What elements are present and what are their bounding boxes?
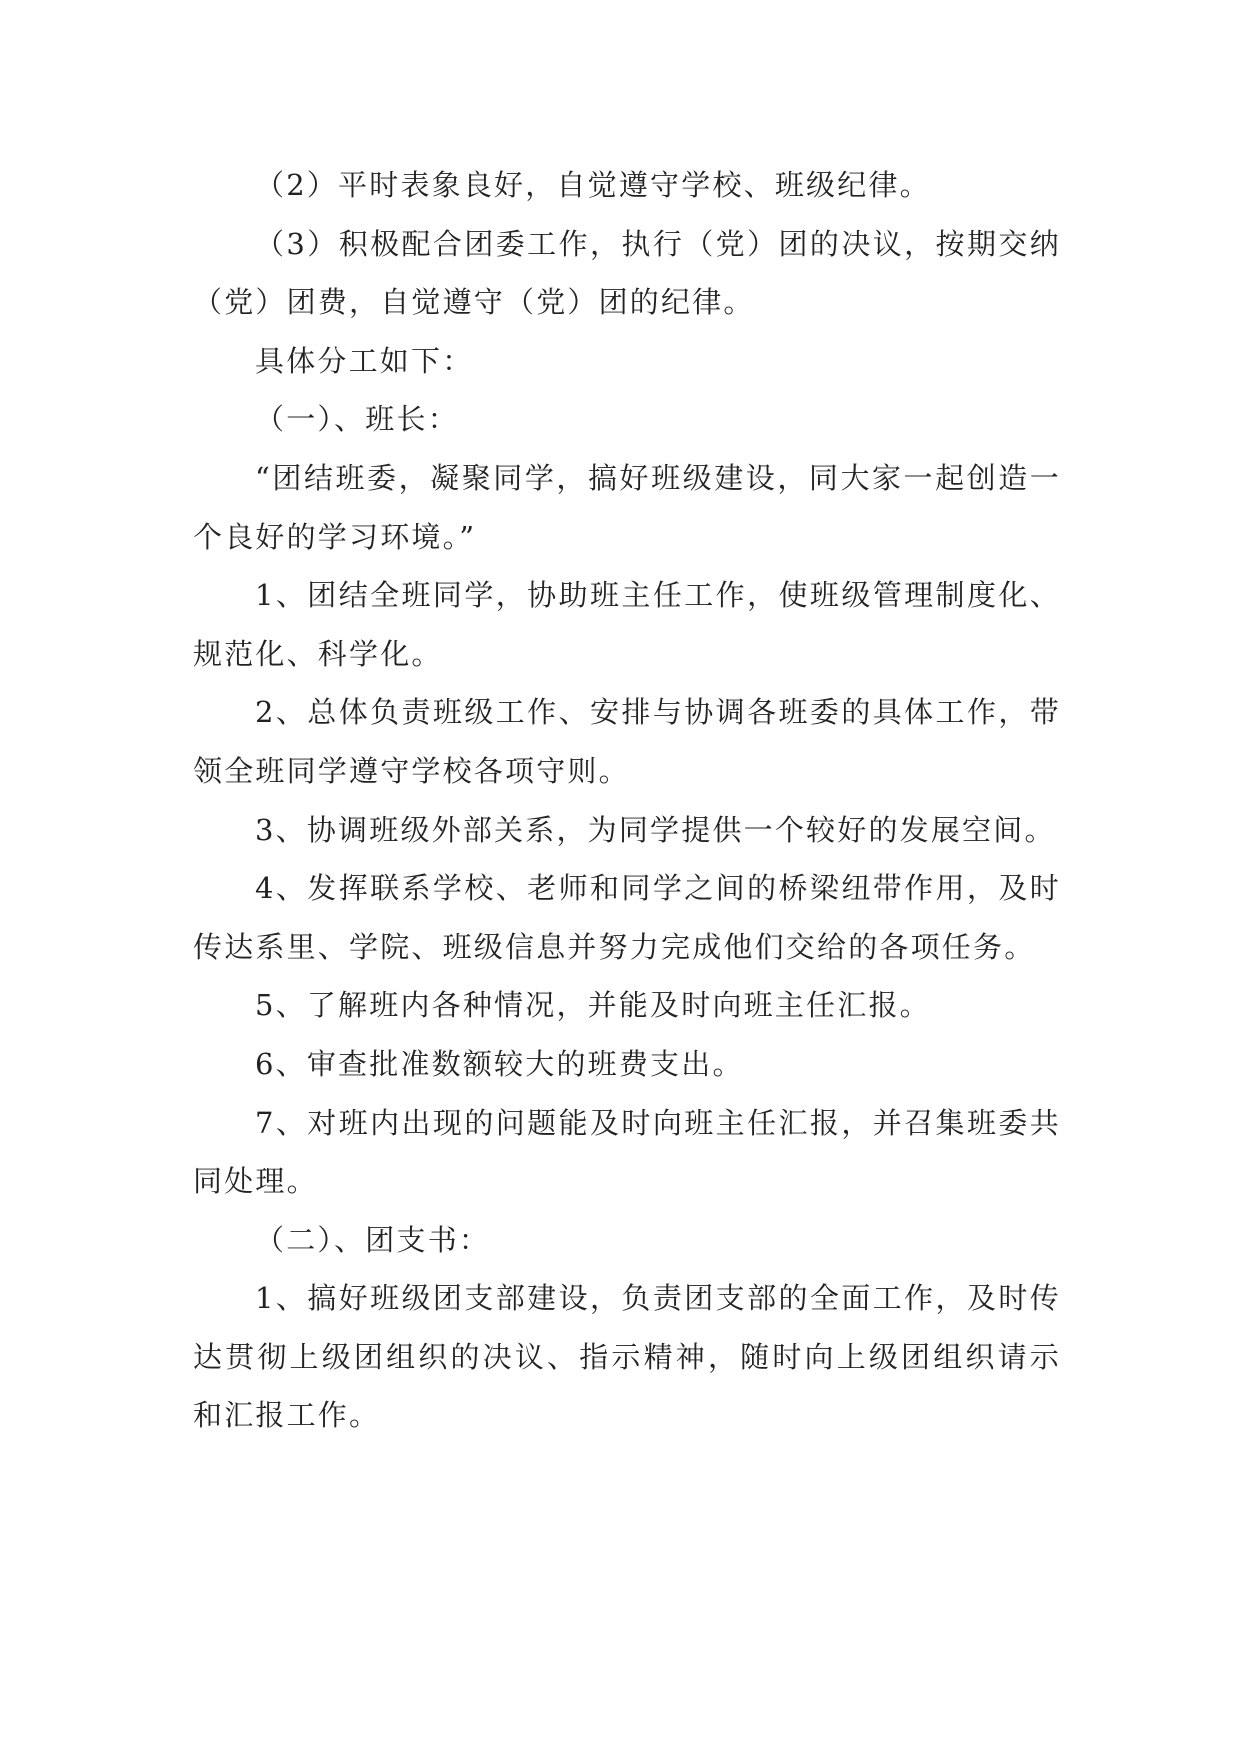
monitor-duty-1: 1、团结全班同学，协助班主任工作，使班级管理制度化、规范化、科学化。 (193, 578, 1061, 671)
paragraph-item-3: （3）积极配合团委工作，执行（党）团的决议，按期交纳（党）团费，自觉遵守（党）团的纪律。 (193, 226, 1061, 320)
league-secretary-duty-1: 1、搞好班级团支部建设，负责团支部的全面工作，及时传达贯彻上级团组织的决议、指示精神，随时向上级团组织请示和汇报工作。 (193, 1281, 1061, 1433)
division-intro: 具体分工如下： (255, 343, 474, 378)
monitor-duty-5: 5、了解班内各种情况，并能及时向班主任汇报。 (255, 988, 931, 1023)
monitor-duty-4: 4、发挥联系学校、老师和同学之间的桥梁纽带作用，及时传达系里、学院、班级信息并努力完成他们交给的各项任务。 (193, 871, 1061, 964)
monitor-duty-7: 7、对班内出现的问题能及时向班主任汇报，并召集班委共同处理。 (193, 1105, 1061, 1199)
monitor-motto: “团结班委，凝聚同学，搞好班级建设，同大家一起创造一个良好的学习环境。” (193, 460, 1061, 554)
section-heading-league-secretary: （二）、团支书： (255, 1222, 491, 1257)
monitor-duty-6: 6、审查批准数额较大的班费支出。 (255, 1046, 744, 1081)
paragraph-item-2: （2）平时表象良好，自觉遵守学校、班级纪律。 (255, 168, 931, 202)
section-heading-monitor: （一）、班长： (255, 402, 459, 437)
document-body (193, 156, 1061, 1445)
monitor-duty-2: 2、总体负责班级工作、安排与协调各班委的具体工作，带领全班同学遵守学校各项守则。 (193, 695, 1061, 788)
monitor-duty-3: 3、协调班级外部关系，为同学提供一个较好的发展空间。 (255, 812, 1056, 847)
